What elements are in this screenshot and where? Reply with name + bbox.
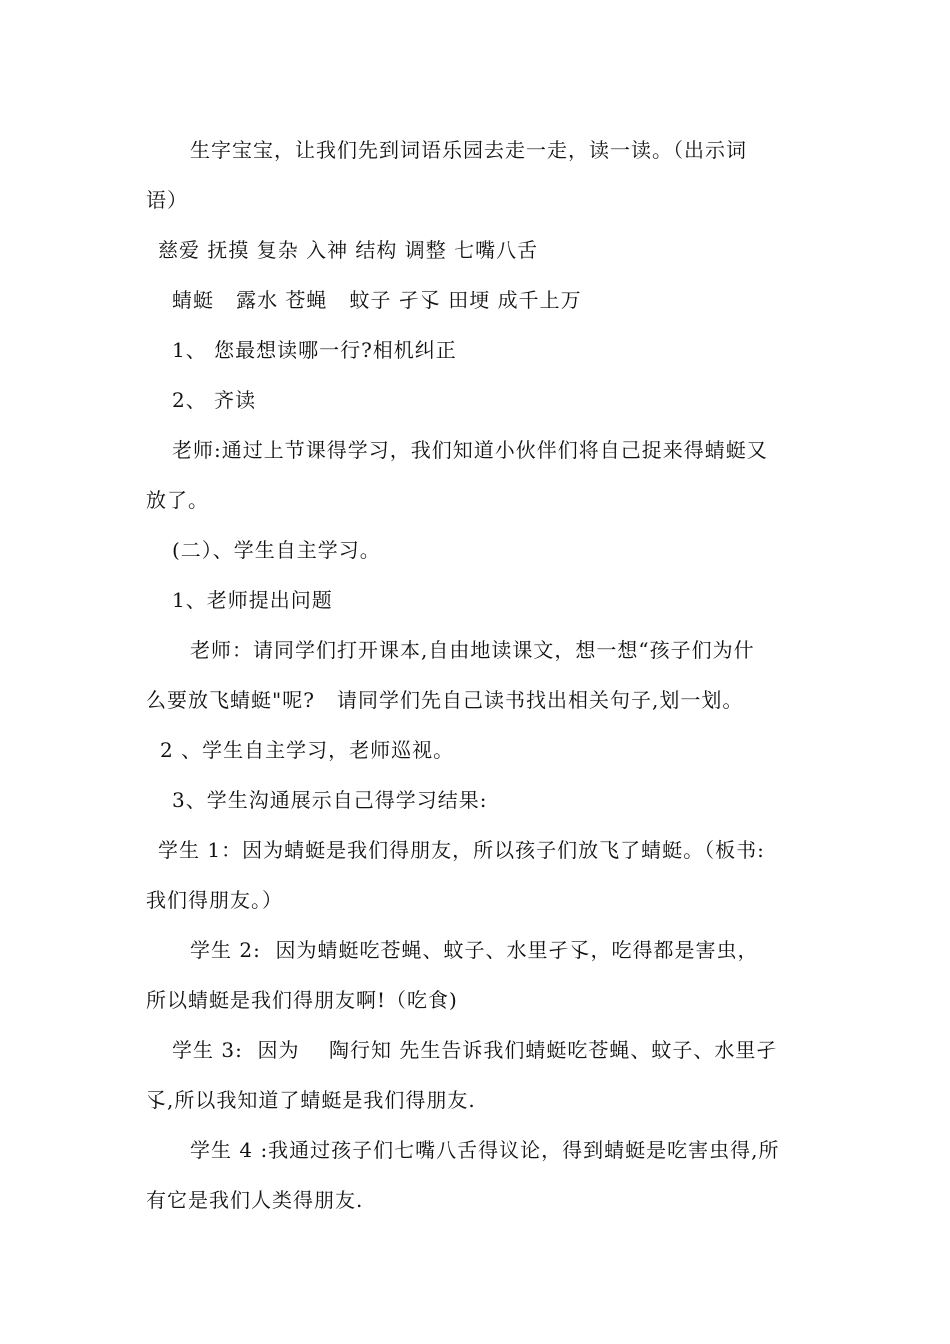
teacher-remark-line-2: 放了。 bbox=[146, 488, 209, 512]
student-1-line-2: 我们得朋友。） bbox=[146, 888, 283, 912]
student-2-line-2: 所以蜻蜓是我们得朋友啊!（吃食) bbox=[146, 988, 458, 1012]
section-heading: (二）、学生自主学习。 bbox=[172, 538, 381, 562]
student-4-line-1: 学生 4 :我通过孩子们七嘴八舌得议论，得到蜻蜓是吃害虫得,所 bbox=[190, 1138, 780, 1162]
teacher-question-line-1: 老师：请同学们打开课本,自由地读课文，想一想“孩子们为什 bbox=[190, 638, 755, 662]
word-list-row-2: 蜻蜓 露水 苍蝇 蚊子 孑孓 田埂 成千上万 bbox=[172, 288, 582, 312]
step-2-line: 2、 齐读 bbox=[172, 388, 257, 412]
teacher-question-line-2: 么要放飞蜻蜓"呢? 请同学们先自己读书找出相关句子,划一划。 bbox=[146, 688, 744, 712]
sub-step-3-line: 3、学生沟通展示自己得学习结果: bbox=[172, 788, 488, 812]
student-3-line-2: 孓,所以我知道了蜻蜓是我们得朋友. bbox=[146, 1088, 476, 1112]
student-1-line-1: 学生 1：因为蜻蜓是我们得朋友，所以孩子们放飞了蜻蜓。（板书: bbox=[158, 838, 765, 862]
word-list-row-1: 慈爱 抚摸 复杂 入神 结构 调整 七嘴八舌 bbox=[158, 238, 539, 262]
student-3-line-1: 学生 3: 因为 陶行知 先生告诉我们蜻蜓吃苍蝇、蚊子、水里孑 bbox=[172, 1038, 778, 1062]
sub-step-2-line: 2 、学生自主学习，老师巡视。 bbox=[160, 738, 455, 762]
student-4-line-2: 有它是我们人类得朋友. bbox=[146, 1188, 364, 1212]
sub-step-1-line: 1、老师提出问题 bbox=[172, 588, 333, 612]
para-intro-line-2: 语） bbox=[146, 188, 188, 212]
step-1-line: 1、 您最想读哪一行?相机纠正 bbox=[172, 338, 457, 362]
teacher-remark-line-1: 老师:通过上节课得学习，我们知道小伙伴们将自己捉来得蜻蜓又 bbox=[172, 438, 768, 462]
para-intro-line-1: 生字宝宝，让我们先到词语乐园去走一走，读一读。（出示词 bbox=[190, 138, 747, 162]
student-2-line-1: 学生 2: 因为蜻蜓吃苍蝇、蚊子、水里孑孓，吃得都是害虫， bbox=[190, 938, 759, 962]
